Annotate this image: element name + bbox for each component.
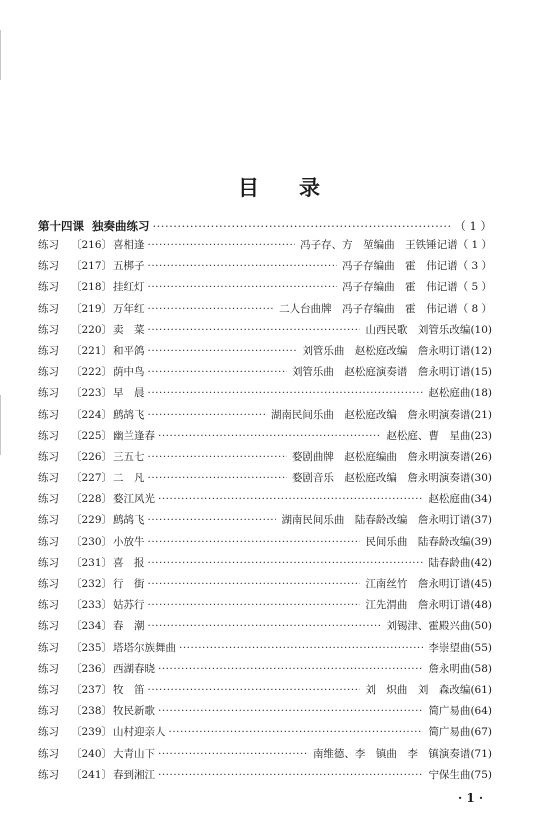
entry-credits: 简广易曲 xyxy=(428,726,471,739)
toc-entry[interactable] xyxy=(38,491,492,512)
entry-title: 鹧鸪飞 xyxy=(113,514,145,527)
entry-credits: 刘管乐曲 赵松庭演奏谱 詹永明订谱 xyxy=(291,366,471,379)
page-edge-line xyxy=(0,395,1,455)
entry-number: 〔216〕 xyxy=(71,239,113,251)
page-edge-line xyxy=(0,30,1,80)
entry-page: （ 8 ） xyxy=(457,302,492,315)
entry-title: 姑苏行 xyxy=(113,599,145,612)
entry-number: 〔239〕 xyxy=(71,726,113,739)
entry-number: 〔224〕 xyxy=(71,408,113,421)
leader-dots xyxy=(148,324,361,336)
entry-page: (26) xyxy=(470,450,492,463)
leader-dots xyxy=(148,345,298,357)
entry-credits: 赵松庭曲 xyxy=(428,493,471,506)
page-number: · 1 · xyxy=(458,791,484,805)
entry-number: 〔229〕 xyxy=(71,514,113,527)
entry-credits: 赵松庭曲 xyxy=(428,387,471,400)
leader-dots xyxy=(148,366,287,378)
entry-credits: 冯子存编曲 霍 伟记谱 xyxy=(342,260,458,273)
leader-dots xyxy=(148,536,361,548)
entry-label: 练习 xyxy=(38,747,59,760)
toc-entry[interactable] xyxy=(38,258,492,279)
toc-entry[interactable] xyxy=(38,301,492,322)
entry-title: 三五七 xyxy=(113,450,145,463)
entry-label: 练习 xyxy=(38,323,59,336)
toc-entry[interactable] xyxy=(38,512,492,533)
toc-entry[interactable] xyxy=(38,407,492,428)
entry-page: (55) xyxy=(470,641,492,654)
entry-credits: 江南丝竹 詹永明订谱 xyxy=(365,578,471,590)
leader-dots xyxy=(148,303,275,315)
toc-entry[interactable] xyxy=(38,428,492,449)
leader-dots xyxy=(148,472,287,484)
leader-dots xyxy=(148,239,296,251)
entry-page: (10) xyxy=(470,323,492,336)
entry-title: 大青山下 xyxy=(113,747,155,760)
entry-label: 练习 xyxy=(38,641,59,654)
lesson-name: 独奏曲练习 xyxy=(92,219,150,233)
entry-title: 牧民新歌 xyxy=(113,705,155,718)
entry-label: 练习 xyxy=(38,556,59,569)
leader-dots xyxy=(148,387,424,399)
toc-entry[interactable] xyxy=(38,661,492,682)
entry-credits: 湖南民间乐曲 陆春龄改编 詹永明订谱 xyxy=(281,514,471,527)
toc-entry[interactable] xyxy=(38,767,492,788)
leader-dots xyxy=(148,281,338,293)
toc-entry[interactable] xyxy=(38,682,492,703)
entry-title: 喜相逢 xyxy=(113,239,145,251)
entry-credits: 冯子存编曲 霍 伟记谱 xyxy=(342,281,458,294)
entry-label: 练习 xyxy=(38,578,59,590)
entry-title: 鹧鸪飞 xyxy=(113,408,145,421)
entry-page: (75) xyxy=(470,768,492,781)
toc-entry[interactable] xyxy=(38,576,492,597)
entry-number: 〔237〕 xyxy=(71,683,113,696)
entry-label: 练习 xyxy=(38,599,59,612)
entry-number: 〔219〕 xyxy=(71,302,113,315)
entry-credits: 婺剧曲牌 赵松庭编曲 詹永明演奏谱 xyxy=(291,450,471,463)
entry-number: 〔231〕 xyxy=(71,556,113,569)
toc-entry[interactable] xyxy=(38,385,492,406)
entry-label: 练习 xyxy=(38,705,59,718)
entry-number: 〔233〕 xyxy=(71,599,113,612)
toc-entry[interactable] xyxy=(38,724,492,745)
toc-entry[interactable] xyxy=(38,640,492,661)
entry-title: 小放牛 xyxy=(113,535,145,548)
leader-dots xyxy=(148,578,361,590)
toc-entry[interactable] xyxy=(38,237,492,258)
entry-title: 二 凡 xyxy=(113,472,145,485)
leader-dots xyxy=(158,748,308,760)
entry-title: 山村迎亲人 xyxy=(113,726,166,739)
entry-credits: 李崇望曲 xyxy=(428,641,471,654)
entry-label: 练习 xyxy=(38,366,59,379)
entry-number: 〔217〕 xyxy=(71,260,113,273)
entry-number: 〔230〕 xyxy=(71,535,113,548)
entry-credits: 宁保生曲 xyxy=(428,768,471,781)
entry-page: (61) xyxy=(470,683,492,696)
leader-dots xyxy=(169,726,424,738)
entry-page: （ 5 ） xyxy=(457,281,492,294)
entry-page: (21) xyxy=(470,408,492,421)
entry-label: 练习 xyxy=(38,408,59,421)
leader-dots xyxy=(179,642,423,654)
entry-page: (48) xyxy=(470,599,492,612)
entry-page: (67) xyxy=(470,726,492,739)
leader-dots xyxy=(158,705,423,717)
title-char-2: 录 xyxy=(299,175,322,200)
entry-credits: 简广易曲 xyxy=(428,705,471,718)
toc-entry[interactable] xyxy=(38,555,492,576)
entry-number: 〔220〕 xyxy=(71,323,113,336)
entry-page: (45) xyxy=(470,578,492,590)
entry-title: 春 潮 xyxy=(113,620,145,633)
toc-entry[interactable] xyxy=(38,534,492,555)
entry-credits: 刘锡津、霍殿兴曲 xyxy=(386,620,471,633)
entry-number: 〔221〕 xyxy=(71,344,113,357)
entry-label: 练习 xyxy=(38,514,59,527)
lesson-page: （ 1 ） xyxy=(454,219,492,233)
entry-page: (12) xyxy=(470,344,492,357)
toc-entry[interactable] xyxy=(38,343,492,364)
leader-dots xyxy=(153,219,452,233)
entry-title: 西湖春晓 xyxy=(113,662,155,675)
toc-entry[interactable] xyxy=(38,618,492,639)
entry-credits: 刘管乐曲 赵松庭改编 詹永明订谱 xyxy=(302,344,471,357)
page-title xyxy=(0,172,560,202)
entry-label: 练习 xyxy=(38,472,59,485)
entry-label: 练习 xyxy=(38,493,59,506)
entry-title: 和平鸽 xyxy=(113,344,145,357)
entry-page: (71) xyxy=(470,747,492,760)
toc-entry[interactable] xyxy=(38,279,492,300)
entry-number: 〔234〕 xyxy=(71,620,113,633)
entry-title: 卖 菜 xyxy=(113,323,145,336)
leader-dots xyxy=(158,769,423,781)
entry-label: 练习 xyxy=(38,344,59,357)
leader-dots xyxy=(148,409,266,421)
leader-dots xyxy=(148,514,277,526)
entry-number: 〔228〕 xyxy=(71,493,113,506)
lesson-heading xyxy=(38,218,492,234)
leader-dots xyxy=(148,451,287,463)
entry-number: 〔238〕 xyxy=(71,705,113,718)
entry-number: 〔240〕 xyxy=(71,747,113,760)
lesson-number: 第十四课 xyxy=(38,219,84,233)
entry-page: (18) xyxy=(470,387,492,400)
entry-number: 〔226〕 xyxy=(71,450,113,463)
toc-entry[interactable] xyxy=(38,597,492,618)
entry-page: (34) xyxy=(470,493,492,506)
entry-label: 练习 xyxy=(38,768,59,781)
entry-label: 练习 xyxy=(38,662,59,675)
toc-entry[interactable] xyxy=(38,470,492,491)
toc-entry[interactable] xyxy=(38,449,492,470)
entry-title: 挂红灯 xyxy=(113,281,145,294)
entry-number: 〔225〕 xyxy=(71,429,113,442)
entry-page: (58) xyxy=(470,662,492,675)
entry-title: 幽兰逢春 xyxy=(113,429,155,442)
entry-title: 五梆子 xyxy=(113,260,145,273)
toc-entries xyxy=(38,237,492,788)
entry-label: 练习 xyxy=(38,535,59,548)
leader-dots xyxy=(148,620,382,632)
entry-number: 〔235〕 xyxy=(71,641,113,654)
entry-label: 练习 xyxy=(38,683,59,696)
entry-label: 练习 xyxy=(38,260,59,273)
entry-credits: 民间乐曲 陆春龄改编 xyxy=(365,535,471,548)
entry-credits: 南维德、李 镇曲 李 镇演奏谱 xyxy=(312,747,471,760)
entry-title: 行 街 xyxy=(113,578,145,590)
entry-label: 练习 xyxy=(38,239,59,251)
entry-page: (39) xyxy=(470,535,492,548)
entry-title: 春到湘江 xyxy=(113,768,155,781)
leader-dots xyxy=(148,260,338,272)
entry-page: (64) xyxy=(470,705,492,718)
entry-label: 练习 xyxy=(38,302,59,315)
entry-title: 荫中鸟 xyxy=(113,366,145,379)
entry-credits: 陆春龄曲 xyxy=(428,556,471,569)
entry-label: 练习 xyxy=(38,387,59,400)
entry-number: 〔236〕 xyxy=(71,662,113,675)
entry-page: （ 3 ） xyxy=(457,260,492,273)
entry-page: (23) xyxy=(470,429,492,442)
entry-title: 婺江风光 xyxy=(113,493,155,506)
leader-dots xyxy=(158,663,423,675)
entry-credits: 冯子存、方 堃编曲 王铁锤记谱 xyxy=(300,239,458,251)
entry-credits: 赵松庭、曹 星曲 xyxy=(386,429,471,442)
entry-label: 练习 xyxy=(38,450,59,463)
leader-dots xyxy=(158,430,381,442)
entry-credits: 刘 炽曲 刘 森改编 xyxy=(365,683,471,696)
entry-page: (30) xyxy=(470,472,492,485)
title-char-1: 目 xyxy=(238,175,261,200)
entry-credits: 詹永明曲 xyxy=(428,662,471,675)
leader-dots xyxy=(148,599,361,611)
entry-number: 〔227〕 xyxy=(71,472,113,485)
leader-dots xyxy=(148,557,424,569)
toc-entry[interactable] xyxy=(38,746,492,767)
toc-entry[interactable] xyxy=(38,703,492,724)
entry-credits: 湖南民间乐曲 赵松庭改编 詹永明演奏谱 xyxy=(270,408,471,421)
entry-page: (50) xyxy=(470,620,492,633)
leader-dots xyxy=(158,493,423,505)
entry-page: (37) xyxy=(470,514,492,527)
entry-number: 〔223〕 xyxy=(71,387,113,400)
entry-credits: 江先渭曲 詹永明订谱 xyxy=(365,599,471,612)
entry-number: 〔222〕 xyxy=(71,366,113,379)
toc-entry[interactable] xyxy=(38,322,492,343)
entry-title: 喜 报 xyxy=(113,556,145,569)
entry-label: 练习 xyxy=(38,281,59,294)
entry-page: （ 1 ） xyxy=(457,239,492,251)
entry-number: 〔218〕 xyxy=(71,281,113,294)
entry-title: 早 晨 xyxy=(113,387,145,400)
entry-page: (42) xyxy=(470,556,492,569)
entry-number: 〔241〕 xyxy=(71,768,113,781)
entry-label: 练习 xyxy=(38,429,59,442)
toc-entry[interactable] xyxy=(38,364,492,385)
entry-label: 练习 xyxy=(38,726,59,739)
entry-label: 练习 xyxy=(38,620,59,633)
entry-credits: 婺剧音乐 赵松庭改编 詹永明演奏谱 xyxy=(291,472,471,485)
entry-credits: 二人台曲牌 冯子存编曲 霍 伟记谱 xyxy=(279,302,458,315)
entry-page: (15) xyxy=(470,366,492,379)
entry-number: 〔232〕 xyxy=(71,578,113,590)
entry-title: 万年红 xyxy=(113,302,145,315)
leader-dots xyxy=(148,684,361,696)
entry-title: 牧 笛 xyxy=(113,683,145,696)
entry-credits: 山西民歌 刘管乐改编 xyxy=(365,323,471,336)
entry-title: 塔塔尔族舞曲 xyxy=(113,641,176,654)
